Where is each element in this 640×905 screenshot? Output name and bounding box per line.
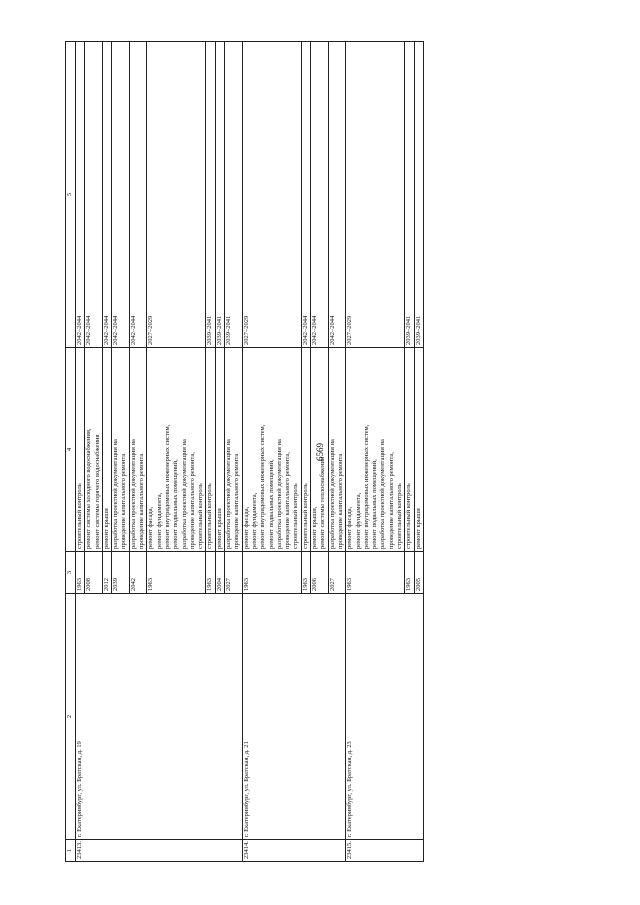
work-item: проведение капитального ремонта: [233, 453, 241, 549]
works-cell: [405, 348, 414, 552]
work-item: ремонт внутридомовых инженерных систем,: [259, 424, 267, 549]
work-item: строительный контроль: [292, 483, 300, 549]
work-item: проведение капитального ремонта: [120, 453, 128, 549]
works-cell: [301, 348, 310, 552]
works-cell: [112, 348, 130, 552]
works-cell: [76, 348, 85, 552]
table-row: [76, 42, 85, 862]
work-item: строительный контроль: [206, 483, 214, 549]
year-cell: 1963: [147, 552, 206, 594]
work-item: разработка проектной документации на: [328, 439, 336, 549]
works-cell: [311, 348, 329, 552]
period-cell: 2042–2044: [112, 42, 130, 348]
period-cell: 2042–2044: [328, 42, 346, 348]
period-cell: 2042–2044: [85, 42, 103, 348]
works-cell: [147, 348, 206, 552]
period-cell: 2039–2041: [405, 42, 414, 348]
period-cell: 2039–2041: [414, 42, 423, 348]
building-address: г. Екатеринбург, ул. Братская, д. 23: [346, 594, 424, 840]
work-item: ремонт фасада,: [147, 506, 155, 549]
table-body: [76, 42, 424, 862]
period-cell: 2042–2044: [76, 42, 85, 348]
year-cell: 2004: [215, 552, 224, 594]
work-item: ремонт крыши: [102, 508, 110, 549]
work-item: ремонт подвальных помещений,: [371, 459, 379, 549]
works-cell: [206, 348, 215, 552]
work-item: строительный контроль: [405, 483, 413, 549]
work-item: ремонт подвальных помещений,: [172, 459, 180, 549]
work-item: разработка проектной документации на: [225, 439, 233, 549]
works-cell: [242, 348, 301, 552]
work-item: ремонт фундамента,: [250, 492, 258, 549]
table-row: [346, 42, 405, 862]
work-item: ремонт фасада,: [346, 506, 354, 549]
column-header: 2: [66, 594, 76, 840]
period-cell: 2042–2044: [102, 42, 111, 348]
works-cell: [102, 348, 111, 552]
work-item: ремонт фасада,: [242, 506, 250, 549]
year-cell: 1963: [206, 552, 215, 594]
year-cell: 2012: [102, 552, 111, 594]
work-item: строительный контроль: [76, 483, 83, 549]
work-item: разработка проектной документации на: [379, 439, 387, 549]
work-item: ремонт крыши,: [311, 506, 319, 549]
period-cell: 2027–2029: [147, 42, 206, 348]
column-header: 5: [66, 42, 76, 348]
building-address: г. Екатеринбург, ул. Братская, д. 19: [76, 594, 243, 840]
work-item: ремонт крыши: [414, 508, 422, 549]
work-item: ремонт подвальных помещений,: [267, 459, 275, 549]
period-cell: 2042–2044: [129, 42, 147, 348]
works-cell: [129, 348, 147, 552]
period-cell: 2039–2041: [215, 42, 224, 348]
works-cell: [225, 348, 243, 552]
header-row: [66, 42, 76, 862]
work-item: ремонт внутридомовых инженерных систем,: [163, 424, 171, 549]
period-cell: 2042–2044: [311, 42, 329, 348]
column-header: 3: [66, 552, 76, 594]
work-item: ремонт фундамента,: [354, 492, 362, 549]
work-item: ремонт системы теплоснабжения: [319, 456, 327, 549]
year-cell: 2027: [328, 552, 346, 594]
period-cell: 2039–2041: [206, 42, 215, 348]
year-cell: 1963: [346, 552, 405, 594]
table-row: [242, 42, 301, 862]
period-cell: 2042–2044: [301, 42, 310, 348]
work-item: ремонт системы холодного водоснабжения,: [85, 428, 93, 549]
work-item: ремонт фундамента,: [155, 492, 163, 549]
year-cell: 2005: [414, 552, 423, 594]
year-cell: 2008: [85, 552, 103, 594]
period-cell: 2027–2029: [242, 42, 301, 348]
works-cell: [346, 348, 405, 552]
works-cell: [215, 348, 224, 552]
building-address: г. Екатеринбург, ул. Братская, д. 21: [242, 594, 346, 840]
work-item: проведение капитального ремонта,: [387, 452, 395, 549]
year-cell: 1963: [405, 552, 414, 594]
column-header: 1: [66, 840, 76, 862]
work-item: разработка проектной документации на: [129, 439, 137, 549]
column-header: 4: [66, 348, 76, 552]
work-item: проведение капитального ремонта: [336, 453, 344, 549]
work-item: разработка проектной документации на: [275, 439, 283, 549]
period-cell: 2027–2029: [346, 42, 405, 348]
year-cell: 1963: [76, 552, 85, 594]
work-item: строительный контроль: [197, 483, 205, 549]
year-cell: 2042: [129, 552, 147, 594]
works-cell: [328, 348, 346, 552]
work-item: разработка проектной документации на: [180, 439, 188, 549]
year-cell: 2027: [225, 552, 243, 594]
work-item: ремонт внутридомовых инженерных систем,: [362, 424, 370, 549]
entry-number: 23415.: [346, 840, 424, 862]
entry-number: 23414.: [242, 840, 346, 862]
page-number: 6569: [315, 443, 325, 461]
work-item: проведение капитального ремонта: [138, 453, 146, 549]
entry-number: 23413.: [76, 840, 243, 862]
work-item: проведение капитального ремонта,: [188, 452, 196, 549]
year-cell: 2039: [112, 552, 130, 594]
works-cell: [414, 348, 423, 552]
work-item: ремонт крыши: [215, 508, 223, 549]
year-cell: 1963: [242, 552, 301, 594]
work-item: проведение капитального ремонта,: [284, 452, 292, 549]
year-cell: 1963: [301, 552, 310, 594]
work-item: строительный контроль: [301, 483, 309, 549]
work-item: строительный контроль: [395, 483, 403, 549]
period-cell: 2039–2041: [225, 42, 243, 348]
works-cell: [85, 348, 103, 552]
repair-schedule-table: [65, 41, 424, 862]
work-item: ремонт системы горячего водоснабжения: [93, 434, 101, 549]
work-item: разработка проектной документации на: [112, 439, 120, 549]
rotated-page: [65, 42, 575, 862]
year-cell: 2006: [311, 552, 329, 594]
